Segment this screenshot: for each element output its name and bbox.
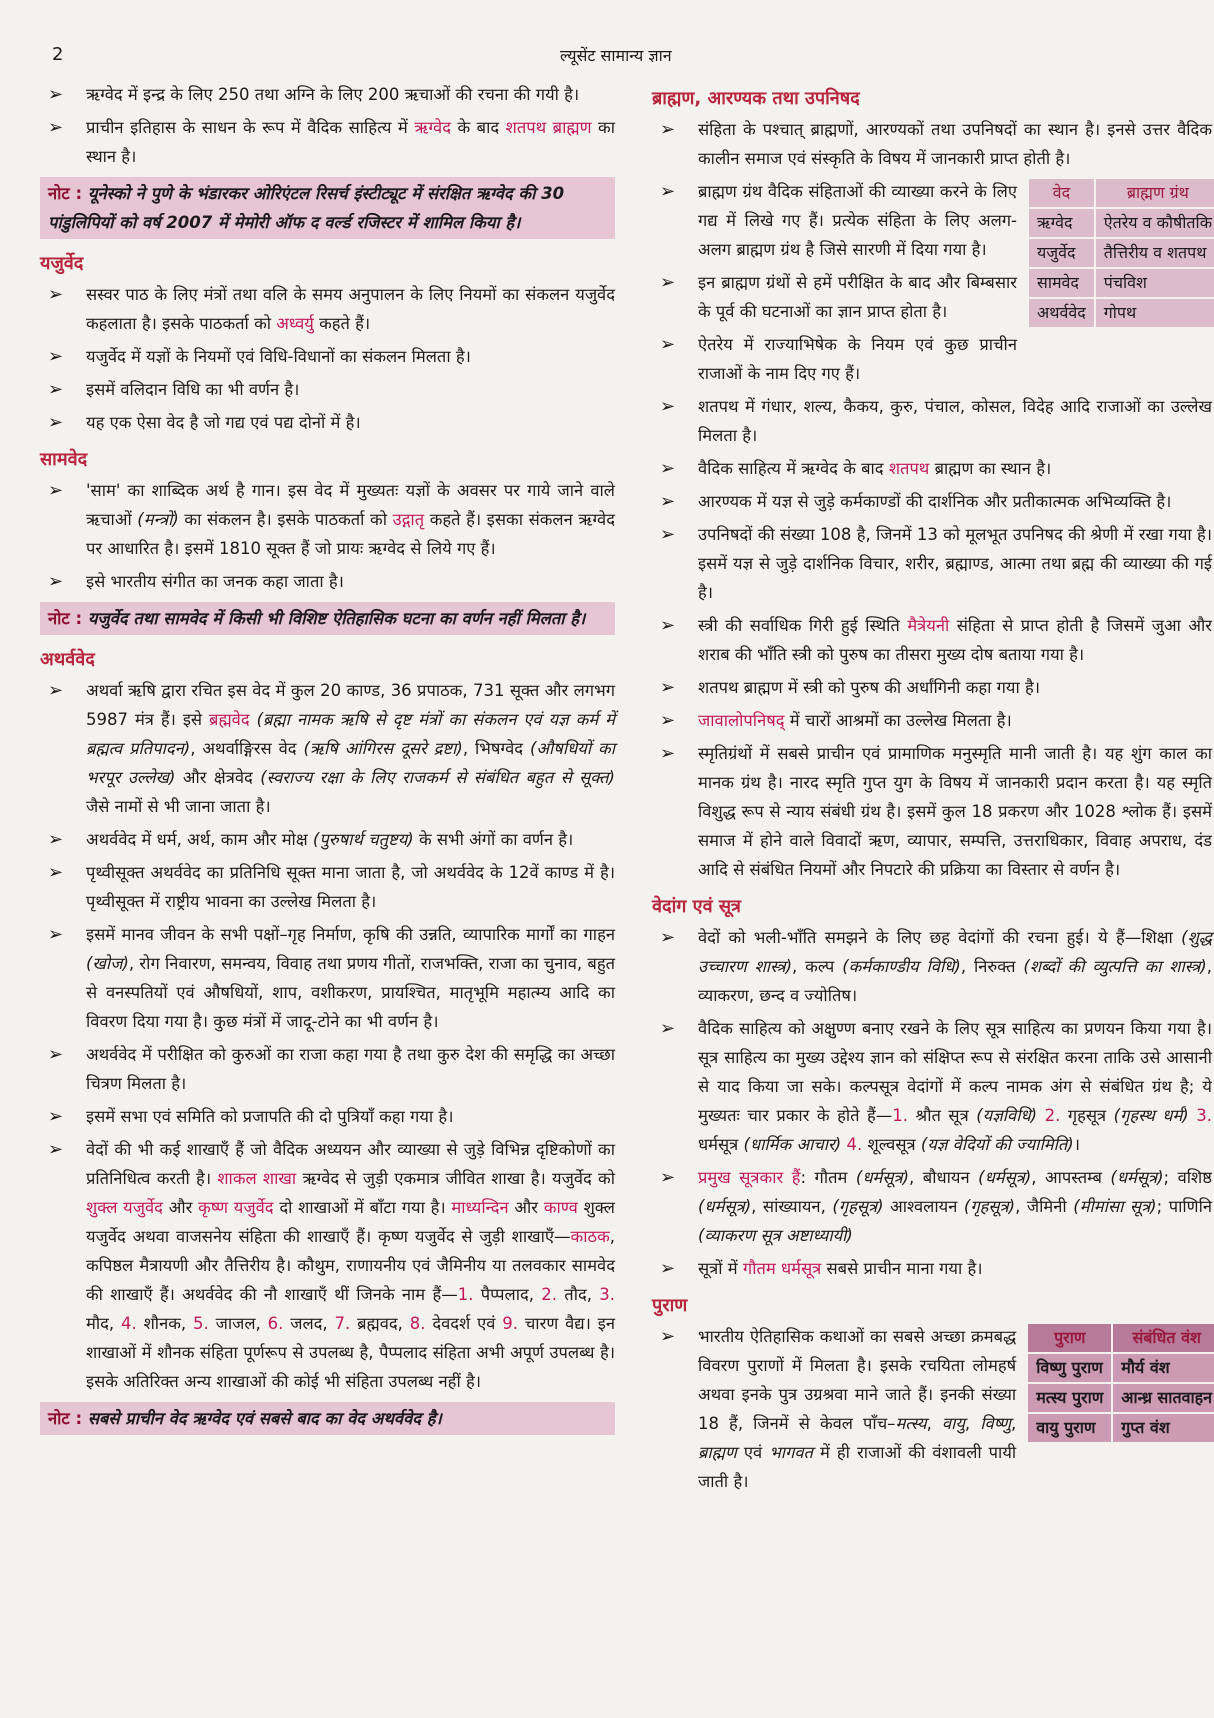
- italic-gloss: (ब्रह्मा नामक ऋषि से दृष्ट मंत्रों का संकलन एवं यज्ञ कर्म में ब्रह्मत्व प्रतिपादन): [86, 710, 615, 758]
- text-run: ऋग्वेद में इन्द्र के लिए 250 तथा अग्नि के लिए 200 ऋचाओं की रचना की गयी है।: [86, 85, 580, 104]
- highlighted-term: 9.: [502, 1314, 518, 1333]
- highlighted-term: जावालोपनिषद्: [698, 711, 785, 730]
- table-cell: ऋग्वेद: [1029, 209, 1094, 237]
- note-box: [40, 602, 615, 635]
- text-run: चारण वैद्य। इन शाखाओं में शौनक संहिता पूर्णरूप से उपलब्ध है, पैप्पलाद संहिता अभी अपूर्ण उपलब्ध है। इसके अतिरिक्त अन्य शाखाओं की कोई भी संहिता उपलब्ध नहीं है।: [86, 1314, 616, 1391]
- text-run: ब्रह्मवद,: [350, 1314, 410, 1333]
- arrow-bullet-icon: ➢: [48, 1044, 64, 1065]
- italic-gloss: (यज्ञ वेदियों की ज्यामिति): [920, 1135, 1074, 1154]
- arrow-bullet-icon: ➢: [48, 117, 64, 138]
- bullet-item: [40, 858, 615, 916]
- arrow-bullet-icon: ➢: [660, 615, 676, 636]
- italic-gloss: ब्राह्मण: [698, 1443, 737, 1462]
- table-cell: गुप्त वंश: [1113, 1414, 1214, 1442]
- table-cell: ऐतरेय व कौषीतकि: [1096, 209, 1214, 237]
- bullet-item: [40, 1135, 615, 1396]
- italic-gloss: (धार्मिक आचार): [743, 1135, 842, 1154]
- bullet-item: [40, 567, 615, 596]
- text-run: में चारों आश्रमों का उल्लेख मिलता है।: [784, 711, 1012, 730]
- text-run: [1037, 1106, 1045, 1125]
- running-title: ल्यूसेंट सामान्य ज्ञान: [560, 46, 672, 65]
- highlighted-term: ब्रह्मवेद: [209, 710, 250, 729]
- text-run: शतपथ में गंधार, शल्य, कैकय, कुरु, पंचाल, कोसल, विदेह आदि राजाओं का उल्लेख मिलता है।: [698, 397, 1212, 445]
- text-run: , रोग निवारण, समन्वय, विवाह तथा प्रणय गीतों, राजभक्ति, राजा का चुनाव, बहुत से वनस्पतियों एवं औषधियों, शाप, वशीकरण, प्रायश्चित, मातृभूमि महात्म्य आदि का विवरण दिया गया है। कुछ मंत्रों में जादू-टोने का भी वर्णन है।: [86, 954, 615, 1031]
- arrow-bullet-icon: ➢: [48, 346, 64, 367]
- text-run: वेदों को भली-भाँति समझने के लिए छह वेदांगों की रचना हुई। ये हैं—शिक्षा: [698, 928, 1182, 947]
- text-run: , भिषग्वेद: [462, 739, 530, 758]
- bullet-item: [652, 673, 1212, 702]
- highlighted-term: 7.: [334, 1314, 351, 1333]
- note-label: नोट :: [48, 184, 83, 203]
- text-run: वेदों की भी कई शाखाएँ हैं जो वैदिक अध्ययन और व्याख्या से जुड़े विभिन्न दृष्टिकोणों का प्रतिनिधित्व करती है।: [86, 1140, 615, 1188]
- table-row: [1028, 1354, 1214, 1382]
- highlighted-term: कृष्ण यजुर्वेद: [198, 1198, 274, 1217]
- arrow-bullet-icon: ➢: [660, 1326, 676, 1347]
- text-run: ऐतरेय में राज्याभिषेक के नियम एवं कुछ प्राचीन राजाओं के नाम दिए गए हैं।: [698, 335, 1017, 383]
- bullet-item: [40, 825, 615, 854]
- bullet-item: [40, 1040, 615, 1098]
- text-run: एवं: [736, 1443, 770, 1462]
- text-run: जाजल,: [208, 1314, 268, 1333]
- italic-gloss: (गृहसूत्र): [832, 1197, 884, 1216]
- highlighted-term: 8.: [409, 1314, 426, 1333]
- text-run: मौद,: [86, 1314, 121, 1333]
- table-row: [1028, 1414, 1214, 1442]
- table-row: [1029, 239, 1214, 267]
- text-run: शुक्ल यजुर्वेद अथवा वाजसनेय संहिता की शाखाएँ हैं। कृष्ण यजुर्वेद से जुड़ी शाखाएँ—: [86, 1198, 615, 1246]
- highlighted-term: प्रमुख सूत्रकार हैं: [698, 1168, 801, 1187]
- bullet-item: [40, 342, 615, 371]
- highlighted-term: ऋग्वेद: [414, 118, 451, 137]
- bullet-item: [652, 454, 1212, 483]
- text-run: ।: [1073, 1135, 1080, 1154]
- text-run: संहिता से प्राप्त होती है जिसमें जुआ और शराब की भाँति स्त्री को पुरुष का तीसरा मुख्य दोष बताया गया है।: [698, 616, 1212, 664]
- text-run: सबसे प्राचीन माना गया है।: [821, 1259, 983, 1278]
- highlighted-term: शतपथ: [888, 459, 930, 478]
- text-run: अथर्ववेद में धर्म, अर्थ, काम और मोक्ष: [86, 830, 313, 849]
- text-run: तौद,: [557, 1285, 600, 1304]
- text-run: के सभी अंगों का वर्णन है।: [413, 830, 574, 849]
- bullet-item: [652, 611, 1212, 669]
- bullet-item: [652, 706, 1212, 735]
- italic-gloss: विष्णु: [980, 1414, 1011, 1433]
- text-run: ,: [1010, 1414, 1017, 1433]
- section-heading: अथर्ववेद: [40, 649, 95, 670]
- arrow-bullet-icon: ➢: [660, 743, 676, 764]
- highlighted-term: 1.: [457, 1285, 474, 1304]
- text-run: प्राचीन इतिहास के साधन के रूप में वैदिक साहित्य में: [86, 118, 415, 137]
- arrow-bullet-icon: ➢: [48, 84, 64, 105]
- table-cell: आन्ध्र सातवाहन: [1113, 1384, 1214, 1412]
- text-run: जैसे नामों से भी जाना जाता है।: [86, 797, 271, 816]
- table-header-cell: पुराण: [1028, 1324, 1111, 1352]
- highlighted-term: 5.: [193, 1314, 209, 1333]
- italic-gloss: (धर्मसूत्र): [855, 1168, 910, 1187]
- highlighted-term: 2.: [541, 1285, 558, 1304]
- highlighted-term: काण्व: [543, 1198, 578, 1217]
- bullet-item: [652, 1014, 1212, 1159]
- text-run: इसमें वलिदान विधि का भी वर्णन है।: [86, 380, 300, 399]
- arrow-bullet-icon: ➢: [48, 829, 64, 850]
- highlighted-term: 1.: [892, 1106, 909, 1125]
- bullet-item: [652, 487, 1212, 516]
- italic-gloss: मत्स्य: [895, 1414, 927, 1433]
- text-run: , बौधायन: [909, 1168, 979, 1187]
- text-run: यह एक ऐसा वेद है जो गद्य एवं पद्य दोनों में है।: [86, 413, 361, 432]
- page-number: 2: [52, 44, 64, 65]
- bullet-item: [40, 408, 615, 437]
- highlighted-term: शतपथ ब्राह्मण: [505, 118, 592, 137]
- arrow-bullet-icon: ➢: [48, 1139, 64, 1160]
- italic-gloss: (यज्ञविधि): [976, 1106, 1038, 1125]
- text-run: , आपस्तम्ब: [1031, 1168, 1111, 1187]
- arrow-bullet-icon: ➢: [48, 412, 64, 433]
- italic-gloss: (कर्मकाण्डीय विधि): [842, 957, 961, 976]
- text-run: भारतीय ऐतिहासिक कथाओं का सबसे अच्छा क्रमबद्ध विवरण पुराणों में मिलता है। इसके रचयिता लोमहर्ष अथवा इनके पुत्र उग्रश्रवा माने जाते हैं। इनकी संख्या 18 हैं, जिनमें से केवल पाँच–: [698, 1327, 1017, 1433]
- text-run: ब्राह्मण ग्रंथ वैदिक संहिताओं की व्याख्या करने के लिए गद्य में लिखे गए हैं। प्रत्येक संहिता के लिए अलग-अलग ब्राह्मण ग्रंथ है जिसे सारणी में दिया गया है।: [698, 182, 1017, 259]
- arrow-bullet-icon: ➢: [660, 1258, 676, 1279]
- text-run: वैदिक साहित्य को अक्षुण्ण बनाए रखने के लिए सूत्र साहित्य का प्रणयन किया गया है। सूत्र साहित्य का मुख्य उद्देश्य ज्ञान को संक्षिप्त रूप से संरक्षित करना ताकि उसे आसानी से याद किया जा सके। कल्पसूत्र वेदांगों में कल्प नामक अंग से संबंधित ग्रंथ है; ये मुख्यतः चार प्रकार के होते हैं—: [698, 1019, 1212, 1125]
- arrow-bullet-icon: ➢: [660, 272, 676, 293]
- arrow-bullet-icon: ➢: [660, 458, 676, 479]
- italic-gloss: (गृहसूत्र): [963, 1197, 1016, 1216]
- italic-gloss: (ऋषि आंगिरस दूसरे द्रष्टा): [303, 739, 463, 758]
- table-cell: वायु पुराण: [1028, 1414, 1111, 1442]
- bullet-item: [40, 80, 615, 109]
- text-run: में ही राजाओं की वंशावली पायी जाती है।: [698, 1443, 1017, 1491]
- text-run: इसमें सभा एवं समिति को प्रजापति की दो पुत्रियाँ कहा गया है।: [86, 1107, 454, 1126]
- italic-gloss: (पुरुषार्थ चतुष्टय): [312, 830, 414, 849]
- bullet-item: [652, 520, 1212, 607]
- italic-gloss: (धर्मसूत्र): [1110, 1168, 1164, 1187]
- arrow-bullet-icon: ➢: [660, 524, 676, 545]
- text-run: [250, 710, 257, 729]
- text-run: आश्वलायन: [883, 1197, 964, 1216]
- highlighted-term: गौतम धर्मसूत्र: [742, 1259, 822, 1278]
- italic-gloss: (शुद्ध उच्चारण शास्त्र): [698, 928, 1212, 976]
- italic-gloss: (धर्मसूत्र): [978, 1168, 1032, 1187]
- note-box: [40, 177, 615, 239]
- text-run: यजुर्वेद में यज्ञों के नियमों एवं विधि-विधानों का संकलन मिलता है।: [86, 347, 471, 366]
- highlighted-term: 2.: [1044, 1106, 1061, 1125]
- text-run: का स्थान है।: [86, 118, 615, 166]
- text-run: के बाद: [450, 118, 506, 137]
- text-run: शूल्वसूत्र: [862, 1135, 921, 1154]
- text-run: वैदिक साहित्य में ऋग्वेद के बाद: [698, 459, 889, 478]
- text-run: स्मृतिग्रंथों में सबसे प्राचीन एवं प्रामाणिक मनुस्मृति मानी जाती है। यह शुंग काल का मानक ग्रंथ है। नारद स्मृति गुप्त युग के विषय में जानकारी प्रदान करता है। यह स्मृति विशुद्ध रूप से न्याय संबंधी ग्रंथ है। इसमें कुल 18 प्रकरण और 1028 श्लोक हैं। इसमें समाज में होने वाले विवादों ऋण, व्यापार, सम्पत्ति, उत्तराधिकार, विवाह अपराध, दंड आदि से संबंधित नियमों और निपटारे की प्रक्रिया का विस्तार से वर्णन है।: [698, 744, 1212, 879]
- text-run: धर्मसूत्र: [698, 1135, 744, 1154]
- italic-gloss: (मीमांसा सूत्र): [1073, 1197, 1157, 1216]
- arrow-bullet-icon: ➢: [48, 571, 64, 592]
- table-header-row: [1028, 1324, 1214, 1352]
- text-run: और क्षेत्रवेद: [175, 768, 261, 787]
- text-run: ,: [964, 1414, 981, 1433]
- right-column: [652, 76, 1212, 1500]
- bullet-item: [652, 1163, 1212, 1250]
- text-run: ,: [926, 1414, 942, 1433]
- note-label: नोट :: [48, 1409, 83, 1428]
- text-run: इसे भारतीय संगीत का जनक कहा जाता है।: [86, 572, 344, 591]
- text-run: , कपिष्ठल मैत्रायणी और तैत्तिरीय है। कौथुम, राणायनीय एवं जैमिनीय या तलवकार सामवेद की शाखाएँ हैं। अथर्ववेद की नौ शाखाएँ थीं जिनके नाम हैं—: [86, 1227, 615, 1304]
- table-cell: मत्स्य पुराण: [1028, 1384, 1111, 1412]
- arrow-bullet-icon: ➢: [48, 284, 64, 305]
- bullet-item: [40, 676, 615, 821]
- bullet-item: [652, 392, 1212, 450]
- text-run: पृथ्वीसूक्त अथर्ववेद का प्रतिनिधि सूक्त माना जाता है, जो अथर्ववेद के 12वें काण्ड में है। पृथ्वीसूक्त में राष्ट्रीय भावना का उल्लेख मिलता है।: [86, 863, 615, 911]
- text-run: शौनक,: [136, 1314, 193, 1333]
- arrow-bullet-icon: ➢: [660, 927, 676, 948]
- arrow-bullet-icon: ➢: [48, 480, 64, 501]
- italic-gloss: वायु: [941, 1414, 965, 1433]
- text-run: सूत्रों में: [698, 1259, 743, 1278]
- table-row: [1028, 1384, 1214, 1412]
- bullet-item: [652, 330, 1212, 388]
- bullet-item: [40, 375, 615, 404]
- text-run: श्रौत सूत्र: [908, 1106, 977, 1125]
- text-run: संहिता के पश्चात् ब्राह्मणों, आरण्यकों तथा उपनिषदों का स्थान है। इनसे उत्तर वैदिक कालीन समाज एवं संस्कृति के विषय में जानकारी प्राप्त होती है।: [698, 120, 1212, 168]
- table-cell: अथर्ववेद: [1029, 299, 1094, 327]
- arrow-bullet-icon: ➢: [48, 379, 64, 400]
- arrow-bullet-icon: ➢: [660, 491, 676, 512]
- bullet-item: [40, 113, 615, 171]
- highlighted-term: शुक्ल यजुर्वेद: [86, 1198, 163, 1217]
- text-run: ; वशिष्ठ: [1163, 1168, 1212, 1187]
- italic-gloss: (स्वराज्य रक्षा के लिए राजकर्म से संबंधित बहुत से सूक्त): [260, 768, 615, 787]
- section-heading: ब्राह्मण, आरण्यक तथा उपनिषद: [652, 88, 860, 109]
- text-run: सस्वर पाठ के लिए मंत्रों तथा वलि के समय अनुपालन के लिए नियमों का संकलन यजुर्वेद कहलाता है। इसके पाठकर्ता को: [86, 285, 615, 333]
- note-text: यूनेस्को ने पुणे के भंडारकर ओरिएंटल रिसर्च इंस्टीट्यूट में संरक्षित ऋग्वेद की 30 पांडुलिपियों को वर्ष 2007 में मेमोरी ऑफ द वर्ल्ड रजिस्टर में शामिल किया है।: [48, 184, 565, 232]
- text-run: देवदर्श एवं: [425, 1314, 503, 1333]
- bullet-item: [652, 1254, 1212, 1283]
- text-run: कहते हैं।: [313, 314, 371, 333]
- text-run: कहते हैं। इसका संकलन ऋग्वेद पर आधारित है। इसमें 1810 सूक्त हैं जो प्रायः ऋग्वेद से लिये गए हैं।: [86, 510, 615, 558]
- highlighted-term: शाकल शाखा: [217, 1169, 297, 1188]
- text-run: ब्राह्मण का स्थान है।: [929, 459, 1052, 478]
- arrow-bullet-icon: ➢: [660, 334, 676, 355]
- italic-gloss: (गृहस्थ धर्म): [1113, 1106, 1189, 1125]
- italic-gloss: (धर्मसूत्र): [698, 1197, 752, 1216]
- table-cell: तैत्तिरीय व शतपथ: [1096, 239, 1214, 267]
- text-run: पैप्पलाद,: [473, 1285, 542, 1304]
- text-run: का संकलन है। इसके पाठकर्ता को: [178, 510, 393, 529]
- text-run: और: [508, 1198, 544, 1217]
- section-heading: पुराण: [652, 1295, 688, 1316]
- text-run: शतपथ ब्राह्मण में स्त्री को पुरुष की अर्धांगिनी कहा गया है।: [698, 678, 1041, 697]
- highlighted-term: 6.: [267, 1314, 284, 1333]
- text-run: स्त्री की सर्वाधिक गिरी हुई स्थिति: [698, 616, 908, 635]
- text-run: , व्याकरण, छन्द व ज्योतिष।: [698, 957, 1212, 1005]
- highlighted-term: माध्यन्दिन: [451, 1198, 509, 1217]
- bullet-item: [40, 1102, 615, 1131]
- table-cell: सामवेद: [1029, 269, 1094, 297]
- bullet-item: [652, 1322, 1212, 1496]
- text-run: इसमें मानव जीवन के सभी पक्षों–गृह निर्माण, कृषि की उन्नति, व्यापारिक मार्गों का गाहन: [86, 925, 615, 944]
- table-cell: विष्णु पुराण: [1028, 1354, 1111, 1382]
- bullet-item: [40, 476, 615, 563]
- arrow-bullet-icon: ➢: [660, 710, 676, 731]
- text-run: इन ब्राह्मण ग्रंथों से हमें परीक्षित के बाद और बिम्बसार के पूर्व की घटनाओं का ज्ञान प्राप्त होता है।: [698, 273, 1017, 321]
- table-cell: गोपथ: [1096, 299, 1214, 327]
- table-header-cell: वेद: [1029, 179, 1094, 207]
- arrow-bullet-icon: ➢: [48, 924, 64, 945]
- italic-gloss: (व्याकरण सूत्र अष्टाध्यायी): [698, 1226, 853, 1245]
- text-run: , जैमिनी: [1015, 1197, 1074, 1216]
- text-run: जलद,: [283, 1314, 335, 1333]
- text-run: , निरुक्त: [960, 957, 1024, 976]
- highlighted-term: 4.: [846, 1135, 863, 1154]
- arrow-bullet-icon: ➢: [48, 680, 64, 701]
- bullet-item: [652, 923, 1212, 1010]
- text-run: : गौतम: [800, 1168, 856, 1187]
- text-run: दो शाखाओं में बाँटा गया है।: [273, 1198, 452, 1217]
- note-label: नोट :: [48, 609, 83, 628]
- arrow-bullet-icon: ➢: [48, 1106, 64, 1127]
- note-box: [40, 1402, 615, 1435]
- bullet-item: [40, 920, 615, 1036]
- text-run: अथर्वा ऋषि द्वारा रचित इस वेद में कुल 20 काण्ड, 36 प्रपाठक, 731 सूक्त और लगभग 5987 मंत्र हैं। इसे: [86, 681, 615, 729]
- table-row: [1029, 209, 1214, 237]
- arrow-bullet-icon: ➢: [660, 1018, 676, 1039]
- left-column: [40, 80, 615, 1445]
- text-run: ऋग्वेद से जुड़ी एकमात्र जीवित शाखा है। यजुर्वेद को: [296, 1169, 615, 1188]
- note-text: सबसे प्राचीन वेद ऋग्वेद एवं सबसे बाद का वेद अथर्ववेद है।: [82, 1409, 442, 1428]
- italic-gloss: (औषधियों का भरपूर उल्लेख): [86, 739, 615, 787]
- italic-gloss: भागवत: [769, 1443, 813, 1462]
- text-run: उपनिषदों की संख्या 108 है, जिनमें 13 को मूलभूत उपनिषद की श्रेणी में रखा गया है। इसमें यज्ञ से जुड़े दार्शनिक विचार, शरीर, ब्रह्माण्ड, आत्मा तथा ब्रह्म की व्याख्या की गई है।: [698, 525, 1212, 602]
- arrow-bullet-icon: ➢: [660, 181, 676, 202]
- text-run: गृहसूत्र: [1060, 1106, 1114, 1125]
- bullet-item: [40, 280, 615, 338]
- table-cell: पंचविश: [1096, 269, 1214, 297]
- table-header-cell: ब्राह्मण ग्रंथ: [1096, 179, 1214, 207]
- highlighted-term: 4.: [121, 1314, 137, 1333]
- text-run: 'साम' का शाब्दिक अर्थ है गान। इस वेद में मुख्यतः यज्ञों के अवसर पर गाये जाने वाले ऋचाओं: [86, 481, 615, 529]
- text-run: ; पाणिनि: [1156, 1197, 1212, 1216]
- section-heading: सामवेद: [40, 449, 88, 470]
- italic-gloss: (शब्दों की व्युत्पत्ति का शास्त्र): [1023, 957, 1207, 976]
- highlighted-term: 3.: [1196, 1106, 1213, 1125]
- arrow-bullet-icon: ➢: [660, 677, 676, 698]
- italic-gloss: (मन्त्रों): [137, 510, 179, 529]
- text-run: , सांख्यायन,: [751, 1197, 833, 1216]
- arrow-bullet-icon: ➢: [660, 396, 676, 417]
- table-cell: यजुर्वेद: [1029, 239, 1094, 267]
- section-heading: यजुर्वेद: [40, 253, 84, 274]
- highlighted-term: उद्गातृ: [392, 510, 425, 529]
- text-run: , अथर्वाङ्गिरस वेद: [190, 739, 304, 758]
- bullet-item: [652, 115, 1212, 173]
- bullet-item: [652, 268, 1212, 326]
- text-run: और: [162, 1198, 199, 1217]
- text-run: आरण्यक में यज्ञ से जुड़े कर्मकाण्डों की दार्शनिक और प्रतीकात्मक अभिव्यक्ति है।: [698, 492, 1172, 511]
- highlighted-term: मैत्रेयनी: [907, 616, 950, 635]
- highlighted-term: 3.: [599, 1285, 615, 1304]
- italic-gloss: (खोज): [86, 954, 129, 973]
- text-run: अथर्ववेद में परीक्षित को कुरुओं का राजा कहा गया है तथा कुरु देश की समृद्धि का अच्छा चित्रण मिलता है।: [86, 1045, 615, 1093]
- highlighted-term: अध्वर्यु: [276, 314, 314, 333]
- table-header-row: [1029, 179, 1214, 207]
- text-run: , कल्प: [792, 957, 843, 976]
- table-cell: मौर्य वंश: [1113, 1354, 1214, 1382]
- bullet-item: [652, 739, 1212, 884]
- arrow-bullet-icon: ➢: [660, 119, 676, 140]
- arrow-bullet-icon: ➢: [660, 1167, 676, 1188]
- table-header-cell: संबंधित वंश: [1113, 1324, 1214, 1352]
- highlighted-term: काठक: [570, 1227, 610, 1246]
- arrow-bullet-icon: ➢: [48, 862, 64, 883]
- reference-table: [1026, 1322, 1214, 1444]
- section-heading: वेदांग एवं सूत्र: [652, 896, 741, 917]
- note-text: यजुर्वेद तथा सामवेद में किसी भी विशिष्ट ऐतिहासिक घटना का वर्णन नहीं मिलता है।: [82, 609, 586, 628]
